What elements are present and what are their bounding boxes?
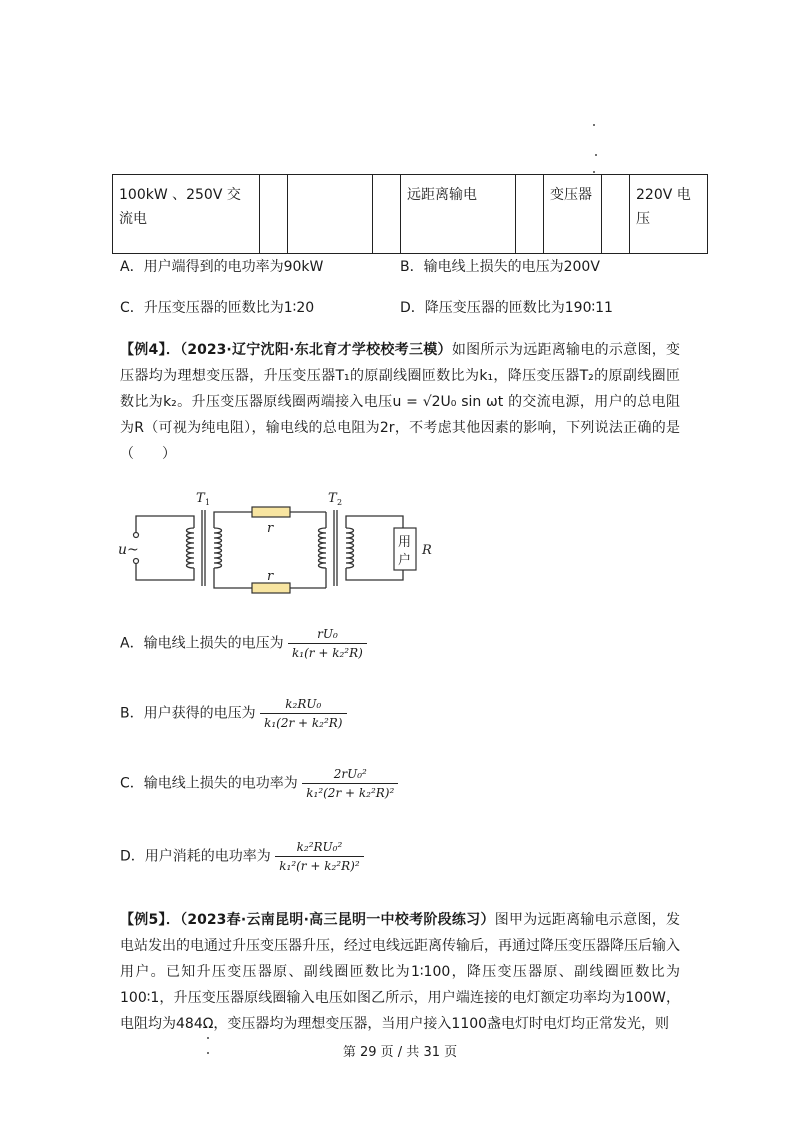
table-cell (260, 175, 288, 254)
option-b: B．输电线上损失的电压为200V (400, 259, 600, 275)
user-label-1: 用 (398, 535, 412, 550)
resistor-bottom-label: r (267, 569, 274, 584)
fraction-denominator: k₁(2r + k₂²R) (260, 713, 346, 730)
fraction-denominator: k₁(r + k₂²R) (288, 643, 367, 660)
fraction (275, 840, 363, 873)
example-4-stem (120, 337, 680, 467)
load-label: R (422, 543, 432, 558)
question-text: 图甲为远距离输电示意图，发电站发出的电通过升压变压器升压，经过电线远距离传输后，再通过降压变压器降压后输入用户。已知升压变压器原、副线圈匝数比为1∶100，降压变压器原、副线圈匝数比为100∶1，升压变压器原线圈输入电压如图乙所示，用户端连接的电灯额定功率均为100W，电阻均为484Ω，变压器均为理想变压器，当用户接入1100盏电灯时电灯均正常发光，则 (120, 912, 680, 1032)
table-cell (602, 175, 630, 254)
info-table (112, 174, 708, 254)
page-footer: 第 29 页 / 共 31 页 (342, 1045, 458, 1060)
option-c (120, 767, 398, 800)
table-cell: 远距离输电 (401, 175, 516, 254)
option-b (120, 697, 347, 730)
source-label: u~ (118, 542, 139, 558)
option-a (120, 627, 367, 660)
example-tag: 【例5】． (120, 912, 181, 928)
option-a-text: A．输电线上损失的电压为 (120, 635, 284, 652)
table-row (113, 175, 708, 254)
fraction-denominator: k₁²(2r + k₂²R)² (302, 783, 398, 800)
fraction (288, 627, 367, 660)
table-cell (516, 175, 544, 254)
resistor-bottom (252, 583, 290, 593)
table-cell: 220V 电压 (630, 175, 708, 254)
table-cell (373, 175, 401, 254)
option-a: A．用户端得到的电功率为90kW (120, 259, 324, 275)
fraction-numerator: 2rU₀² (333, 767, 367, 781)
option-c: C．升压变压器的匝数比为1∶20 (120, 300, 315, 316)
option-c-text: C．输电线上损失的电功率为 (120, 775, 298, 792)
fraction-denominator: k₁²(r + k₂²R)² (275, 856, 363, 873)
table-cell: 100kW 、250V 交流电 (113, 175, 260, 254)
stray-dot (593, 171, 595, 173)
user-label-2: 户 (398, 553, 412, 568)
t2-label: T (328, 491, 337, 506)
fraction-numerator: k₂RU₀ (285, 697, 322, 711)
stray-dot (593, 124, 595, 126)
example-tag: 【例4】． (120, 342, 181, 358)
t1-subscript: 1 (205, 498, 211, 507)
example-source: （2023春·云南昆明·高三昆明一中校考阶段练习） (180, 912, 495, 928)
t2-subscript: 2 (337, 498, 343, 507)
transmission-diagram (118, 488, 438, 608)
table-cell: 变压器 (544, 175, 602, 254)
fraction (260, 697, 346, 730)
option-d-text: D．用户消耗的电功率为 (120, 848, 271, 865)
fraction-numerator: k₂²RU₀² (296, 840, 343, 854)
option-b-text: B．用户获得的电压为 (120, 705, 256, 722)
stray-dot (207, 1037, 209, 1039)
t1-label: T (196, 491, 205, 506)
resistor-top (252, 507, 290, 517)
example-source: （2023·辽宁沈阳·东北育才学校校考三模） (180, 342, 452, 358)
table-cell (288, 175, 373, 254)
option-d: D．降压变压器的匝数比为190∶11 (400, 300, 613, 316)
fraction-numerator: rU₀ (317, 627, 338, 641)
stray-dot (595, 154, 597, 156)
example-5-stem (120, 907, 680, 1037)
resistor-top-label: r (267, 521, 274, 536)
option-d (120, 840, 364, 873)
fraction (302, 767, 398, 800)
question-text: 如图所示为远距离输电的示意图，变压器均为理想变压器，升压变压器T₁的原副线圈匝数比为k₁，降压变压器T₂的原副线圈匝数比为k₂。升压变压器原线圈两端接入电压u = √2U₀ sin ωt 的交流电源，用户的总电阻为R（可视为纯电阻），输电线的总电阻为2r，不考虑其他因素的影响，下列说法正确的是（ ） (120, 342, 681, 462)
